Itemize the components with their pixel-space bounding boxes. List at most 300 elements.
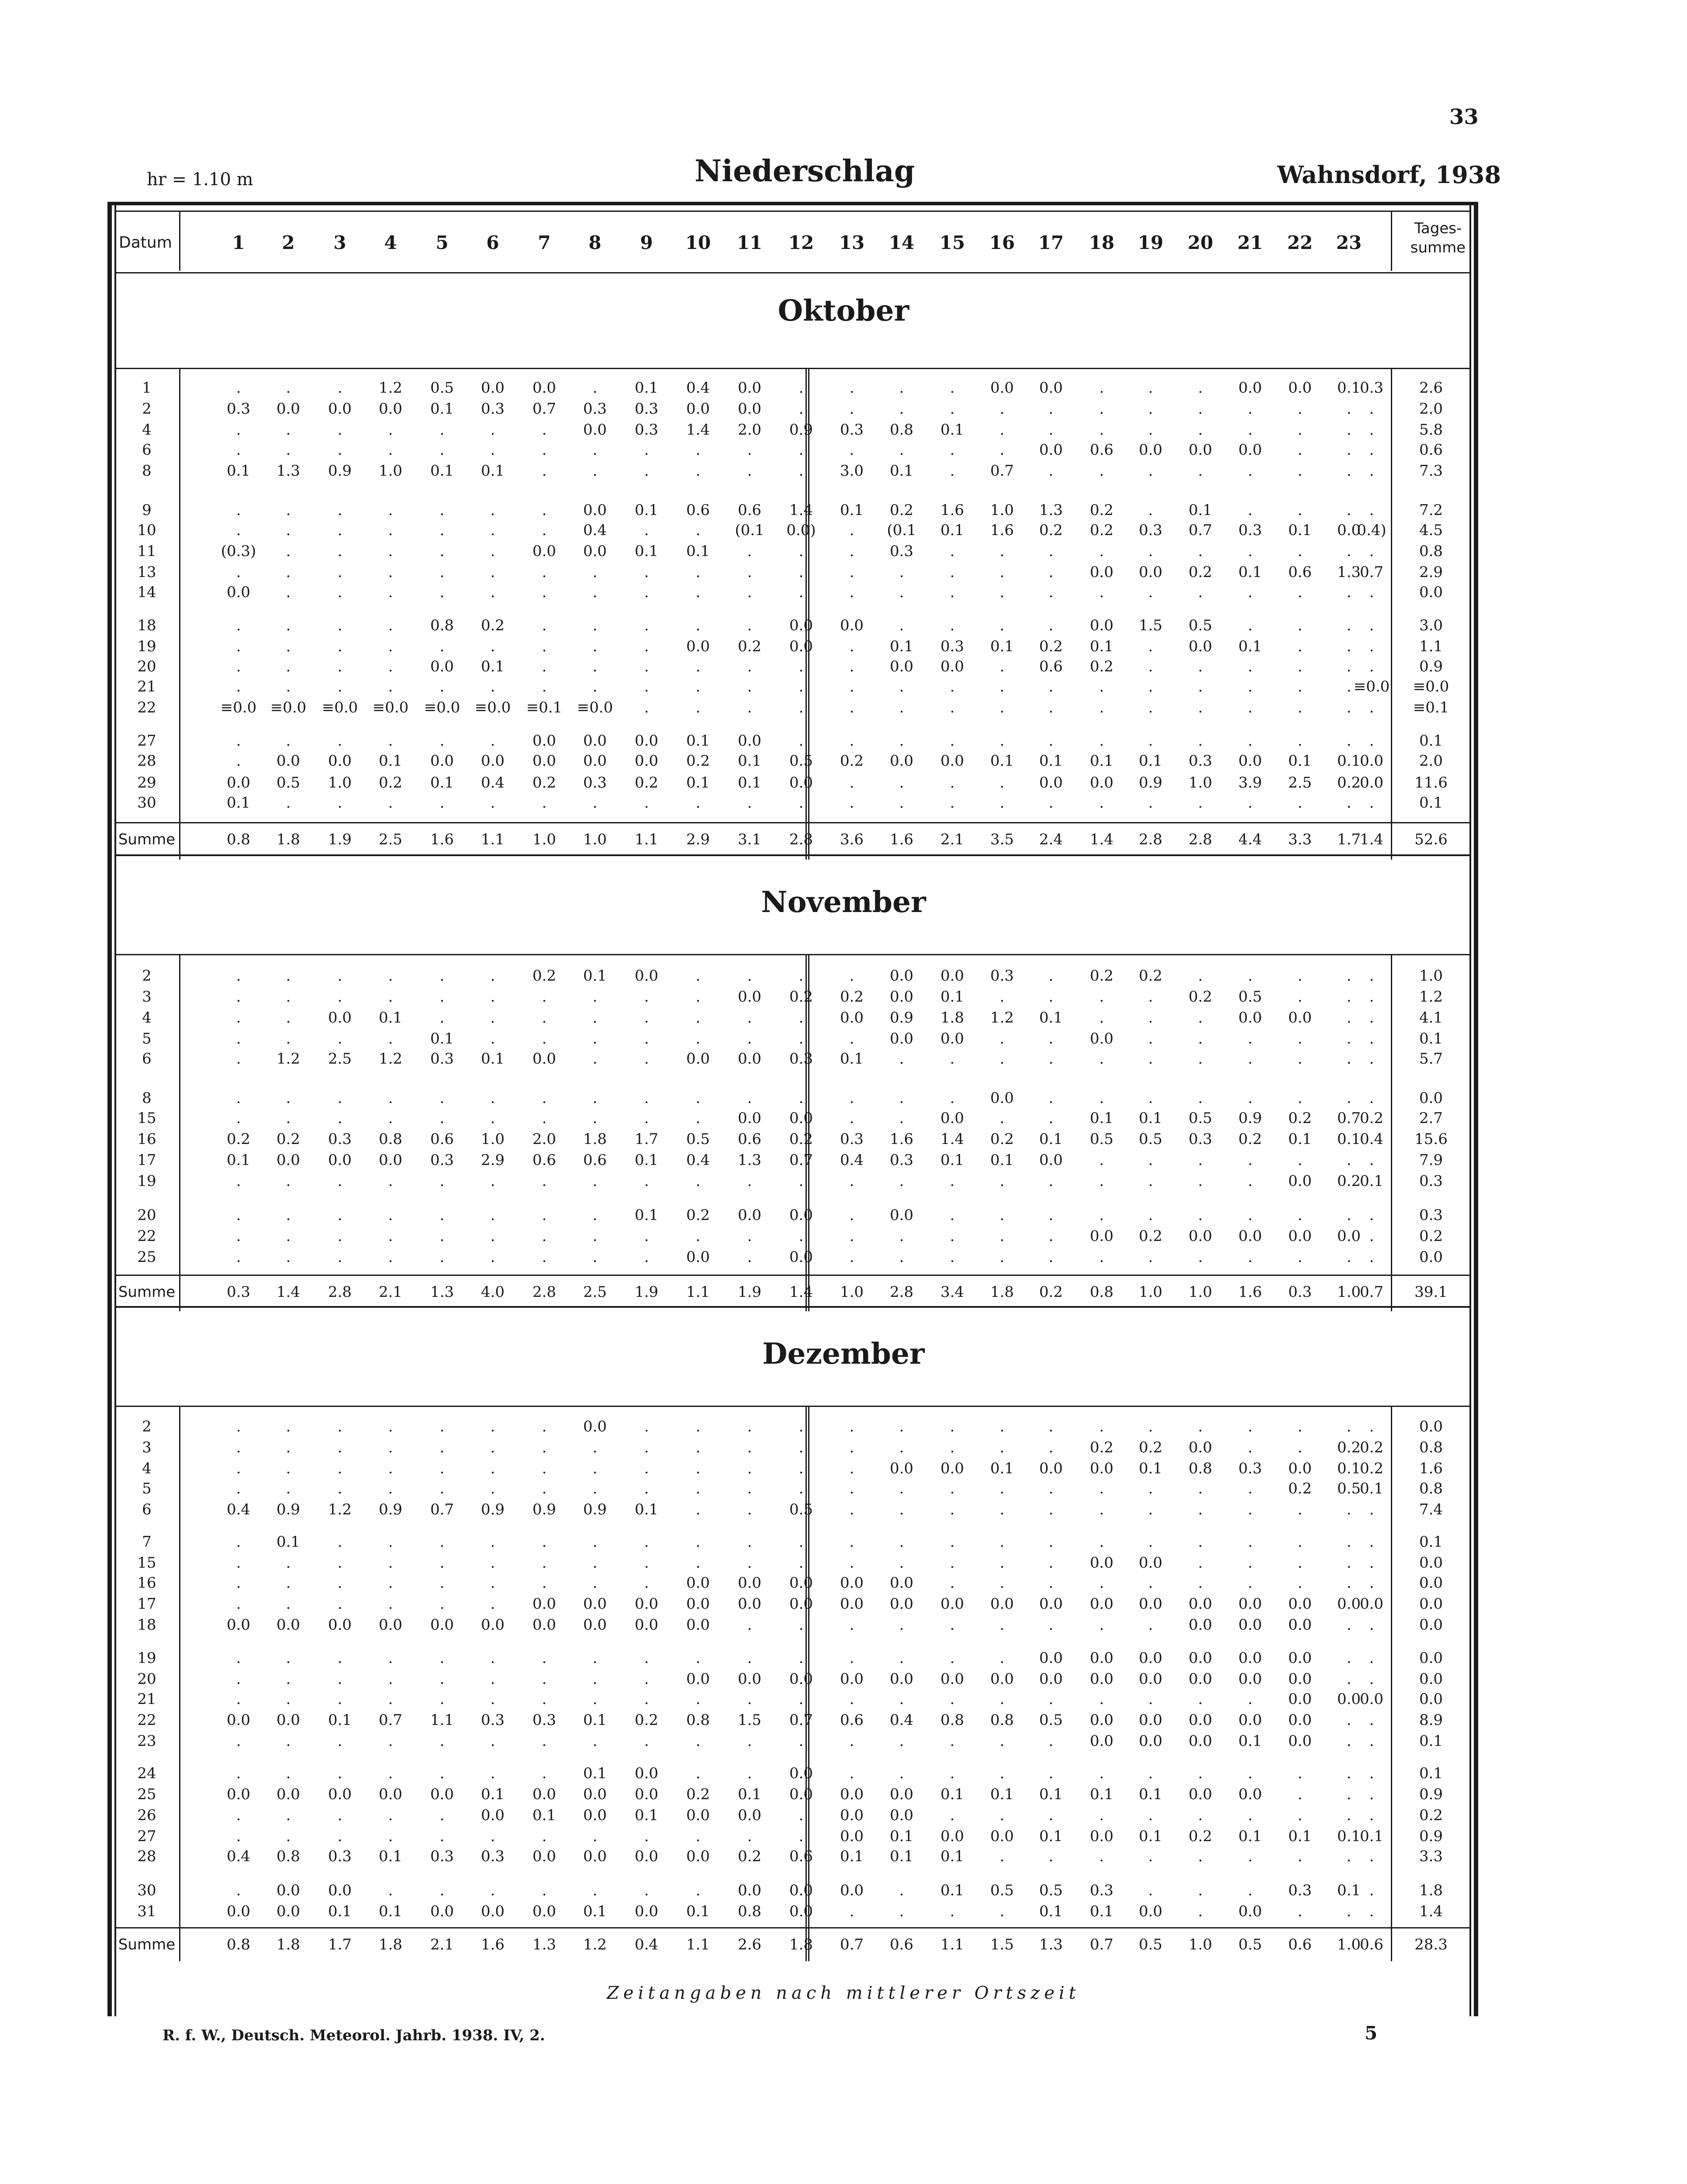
table-cell: . [337, 794, 342, 812]
table-cell: . [799, 1554, 804, 1572]
table-cell: . [1369, 1050, 1374, 1068]
table-cell: . [337, 543, 342, 560]
table-cell: . [1346, 400, 1352, 418]
table-cell: 0.0 [532, 732, 557, 750]
table-cell: 2.5 [328, 1050, 352, 1068]
table-cell: 0.2 [1238, 1130, 1262, 1148]
table-cell: . [644, 1460, 649, 1477]
table-cell: 1.0 [328, 774, 352, 791]
table-cell: 0.0 [840, 1882, 864, 1899]
header-hour: 22 [1287, 232, 1313, 253]
table-cell: 0.3 [1288, 1882, 1312, 1899]
table-cell: 0.3 [328, 1848, 352, 1865]
table-cell: . [1198, 543, 1203, 560]
table-cell: . [1148, 678, 1153, 695]
header-hour: 1 [232, 232, 245, 253]
table-row-day: 29 [137, 774, 156, 791]
table-cell: . [1248, 1690, 1253, 1708]
table-cell: . [1048, 1616, 1054, 1634]
table-cell: . [439, 1109, 445, 1127]
table-cell: 1.5 [1138, 617, 1163, 634]
table-cell: . [388, 522, 393, 539]
table-cell: . [236, 1089, 241, 1107]
table-cell: . [899, 1882, 904, 1899]
table-cell: 0.0 [737, 1050, 762, 1068]
table-cell: . [337, 1533, 342, 1551]
row-total: 0.8 [1419, 1439, 1443, 1456]
table-cell: 0.8 [940, 1711, 964, 1729]
table-cell: . [1048, 563, 1054, 581]
hour-sum: 0.6 [1359, 1936, 1384, 1953]
table-cell: 0.0 [1039, 774, 1063, 791]
table-cell: . [999, 1050, 1005, 1068]
table-cell: . [337, 638, 342, 655]
table-cell: . [439, 441, 445, 459]
table-cell: 0.3 [481, 400, 505, 418]
table-cell: . [644, 1533, 649, 1551]
header-hour: 7 [538, 232, 551, 253]
table-cell: . [644, 1649, 649, 1667]
table-cell: 0.3 [1238, 522, 1262, 539]
table-cell: . [337, 1649, 342, 1667]
table-cell: . [999, 699, 1005, 716]
table-cell: . [388, 1109, 393, 1127]
row-total: 1.8 [1419, 1882, 1443, 1899]
table-cell: . [644, 1109, 649, 1127]
table-cell: 0.0 [1359, 1690, 1384, 1708]
row-total: 5.7 [1419, 1050, 1443, 1068]
table-cell: . [1048, 699, 1054, 716]
table-cell: 0.7 [1337, 1109, 1361, 1127]
table-cell: . [695, 1009, 701, 1026]
table-cell: . [337, 379, 342, 397]
row-total: 0.0 [1419, 1554, 1443, 1572]
table-cell: 0.0 [430, 752, 454, 770]
table-cell: 0.0 [1288, 1690, 1312, 1708]
table-cell: . [747, 1248, 752, 1266]
table-cell: 1.6 [940, 501, 964, 519]
table-cell: . [542, 1690, 547, 1708]
instrument-height: hr = 1.10 m [147, 169, 253, 190]
table-cell: 0.0 [634, 1848, 659, 1865]
table-cell: . [337, 1460, 342, 1477]
table-row-day: 17 [137, 1151, 156, 1169]
table-cell: 0.0 [328, 1786, 352, 1803]
table-row-day: 7 [142, 1533, 152, 1551]
table-cell: 0.0 [226, 584, 251, 601]
table-cell: 1.3 [276, 462, 301, 480]
table-cell: . [490, 1009, 495, 1026]
table-cell: . [592, 678, 598, 695]
table-cell: 0.0) [786, 522, 816, 539]
table-cell: . [1248, 699, 1253, 716]
table-cell: . [1099, 1480, 1104, 1497]
table-cell: . [490, 1533, 495, 1551]
table-cell: 0.0 [583, 1595, 607, 1613]
table-cell: . [1346, 1807, 1352, 1824]
table-cell: . [950, 1574, 955, 1592]
table-cell: . [799, 563, 804, 581]
table-cell: . [1369, 1089, 1374, 1107]
table-cell: 0.0 [634, 1765, 659, 1782]
table-row-day: 6 [142, 441, 152, 459]
table-cell: . [388, 563, 393, 581]
table-cell: . [542, 1418, 547, 1435]
table-cell: . [1346, 1151, 1352, 1169]
row-rule [114, 822, 1471, 823]
table-cell: 0.0 [940, 1595, 964, 1613]
hour-sum: 2.8 [1188, 831, 1213, 848]
table-cell: 0.0 [481, 1807, 505, 1824]
table-cell: 1.2 [328, 1501, 352, 1518]
table-cell: . [1198, 699, 1203, 716]
header-summe-line2: summe [1410, 239, 1466, 256]
table-cell: . [286, 421, 291, 439]
table-cell: 0.1 [940, 1848, 964, 1865]
table-cell: . [286, 1109, 291, 1127]
table-cell: . [849, 1765, 854, 1782]
table-cell: . [542, 1533, 547, 1551]
row-total: 1.2 [1419, 988, 1443, 1006]
table-cell: . [439, 543, 445, 560]
table-cell: . [388, 1690, 393, 1708]
table-cell: 0.0 [1188, 1227, 1213, 1245]
table-cell: . [1148, 1009, 1153, 1026]
table-cell: . [799, 1732, 804, 1750]
table-cell: . [592, 1533, 598, 1551]
row-total: 0.2 [1419, 1227, 1443, 1245]
table-cell: . [337, 1030, 342, 1047]
table-cell: 0.0 [1188, 638, 1213, 655]
table-cell: . [695, 1649, 701, 1667]
table-cell: . [542, 1670, 547, 1688]
table-cell: . [1346, 1903, 1352, 1920]
table-cell: 0.0 [889, 1460, 914, 1477]
table-row-day: 16 [137, 1574, 156, 1592]
table-cell: 0.0 [1238, 1649, 1262, 1667]
table-cell: . [695, 1828, 701, 1845]
table-cell: . [236, 1172, 241, 1190]
table-cell: 0.1 [1089, 752, 1114, 770]
table-cell: 0.0 [686, 1574, 710, 1592]
table-cell: . [1346, 1009, 1352, 1026]
table-cell: . [950, 774, 955, 791]
table-cell: 0.0 [889, 1595, 914, 1613]
table-cell: . [236, 658, 241, 675]
table-cell: . [236, 1649, 241, 1667]
table-cell: . [1099, 543, 1104, 560]
table-cell: . [286, 617, 291, 634]
table-cell: 0.7 [789, 1151, 813, 1169]
table-cell: 0.7 [990, 462, 1014, 480]
table-cell: . [950, 441, 955, 459]
table-cell: 0.6 [789, 1848, 813, 1865]
table-cell: 0.0 [583, 1848, 607, 1865]
table-cell: 0.0 [328, 1009, 352, 1026]
table-cell: . [695, 988, 701, 1006]
row-rule [114, 1275, 1471, 1276]
table-cell: 0.4 [840, 1151, 864, 1169]
table-cell: . [1099, 1574, 1104, 1592]
table-cell: 1.3 [737, 1151, 762, 1169]
row-total: 0.0 [1419, 1574, 1443, 1592]
table-cell: . [1297, 967, 1303, 985]
table-cell: . [1248, 1206, 1253, 1224]
table-cell: . [849, 774, 854, 791]
table-cell: . [337, 678, 342, 695]
row-total: 0.3 [1419, 1172, 1443, 1190]
table-cell: . [1198, 1480, 1203, 1497]
table-cell: . [1148, 1030, 1153, 1047]
table-cell: . [490, 732, 495, 750]
table-cell: . [899, 1480, 904, 1497]
table-cell: . [236, 501, 241, 519]
table-cell: 0.8 [378, 1130, 403, 1148]
table-cell: . [1148, 1480, 1153, 1497]
table-cell: . [286, 1670, 291, 1688]
table-cell: 0.0 [1089, 563, 1114, 581]
table-row-day: 24 [137, 1765, 156, 1782]
table-row-day: 9 [142, 501, 152, 519]
table-cell: . [388, 543, 393, 560]
table-cell: 0.1 [1238, 1828, 1262, 1845]
table-cell: 1.2 [990, 1009, 1014, 1026]
table-cell: . [999, 1109, 1005, 1127]
table-cell: . [1148, 699, 1153, 716]
table-cell: . [1198, 1807, 1203, 1824]
table-cell: 0.4 [583, 522, 607, 539]
table-cell: . [799, 1616, 804, 1634]
table-cell: . [1369, 1533, 1374, 1551]
table-cell: 0.0 [940, 1460, 964, 1477]
table-cell: . [439, 794, 445, 812]
hour-sum: 1.6 [481, 1936, 505, 1953]
table-cell: . [1369, 1616, 1374, 1634]
table-cell: . [899, 794, 904, 812]
column-rule [1391, 211, 1392, 271]
table-cell: . [1048, 400, 1054, 418]
table-cell: . [439, 1533, 445, 1551]
table-cell: . [1297, 1439, 1303, 1456]
table-cell: 0.2 [1337, 1172, 1361, 1190]
table-cell: . [286, 1554, 291, 1572]
table-cell: . [388, 1227, 393, 1245]
table-cell: . [337, 1172, 342, 1190]
table-cell: 0.0 [583, 732, 607, 750]
hour-sum: 0.8 [226, 1936, 251, 1953]
table-cell: . [286, 543, 291, 560]
table-cell: 0.1 [481, 1786, 505, 1803]
table-cell: 2.5 [1288, 774, 1312, 791]
month-total: 39.1 [1414, 1283, 1448, 1301]
table-cell: 0.7 [430, 1501, 454, 1518]
table-row-day: 26 [137, 1807, 156, 1824]
table-cell: . [1198, 462, 1203, 480]
table-cell: . [950, 543, 955, 560]
table-cell: 0.2 [789, 988, 813, 1006]
table-cell: . [286, 1172, 291, 1190]
table-cell: . [999, 1649, 1005, 1667]
table-cell: . [899, 617, 904, 634]
table-cell: . [1346, 1670, 1352, 1688]
table-cell: 0.0 [1138, 1732, 1163, 1750]
table-cell: . [1148, 794, 1153, 812]
table-cell: 0.0 [990, 1828, 1014, 1845]
table-cell: 0.0 [840, 617, 864, 634]
table-cell: . [1346, 543, 1352, 560]
table-cell: . [439, 1765, 445, 1782]
table-cell: . [849, 543, 854, 560]
table-cell: . [799, 1009, 804, 1026]
header-hour: 10 [685, 232, 711, 253]
table-cell: . [747, 617, 752, 634]
table-cell: . [1048, 1807, 1054, 1824]
table-cell: 0.2 [634, 774, 659, 791]
table-cell: . [1248, 658, 1253, 675]
table-cell: . [1297, 421, 1303, 439]
table-cell: . [1148, 732, 1153, 750]
table-cell: 0.9 [378, 1501, 403, 1518]
table-cell: 0.2 [276, 1130, 301, 1148]
table-cell: . [849, 1616, 854, 1634]
table-cell: . [644, 1050, 649, 1068]
table-cell: 0.1 [1238, 638, 1262, 655]
table-cell: 0.0 [1337, 522, 1361, 539]
table-cell: . [592, 1227, 598, 1245]
table-cell: . [899, 1248, 904, 1266]
table-cell: 0.3 [634, 400, 659, 418]
header-hour: 12 [788, 232, 814, 253]
table-row-day: 27 [137, 1828, 156, 1845]
table-cell: 0.1 [1188, 501, 1213, 519]
table-cell: . [899, 441, 904, 459]
hour-sum: 1.3 [430, 1283, 454, 1301]
table-cell: 0.1 [940, 421, 964, 439]
row-total: 2.7 [1419, 1109, 1443, 1127]
table-cell: 0.0 [789, 1903, 813, 1920]
table-cell: 0.3 [1188, 1130, 1213, 1148]
table-cell: . [439, 1670, 445, 1688]
table-cell: . [286, 1030, 291, 1047]
header-hour: 4 [384, 232, 397, 253]
hour-sum: 1.9 [328, 831, 352, 848]
table-row-day: 28 [137, 1848, 156, 1865]
table-cell: . [849, 1732, 854, 1750]
table-cell: 0.2 [1089, 522, 1114, 539]
table-cell: . [1048, 1533, 1054, 1551]
table-cell: . [542, 638, 547, 655]
table-cell: 0.1 [1288, 1130, 1312, 1148]
row-total: 1.1 [1419, 638, 1443, 655]
table-cell: 0.2 [737, 638, 762, 655]
table-cell: 0.0 [789, 1670, 813, 1688]
table-cell: . [592, 379, 598, 397]
table-cell: 0.0 [1089, 1227, 1114, 1245]
table-cell: 0.0 [1188, 1670, 1213, 1688]
table-cell: . [1346, 1501, 1352, 1518]
table-cell: . [999, 1206, 1005, 1224]
table-cell: . [1369, 794, 1374, 812]
table-cell: . [849, 1903, 854, 1920]
table-cell: . [490, 1418, 495, 1435]
table-cell: . [236, 421, 241, 439]
table-row-day: 15 [137, 1554, 156, 1572]
table-cell: . [747, 563, 752, 581]
table-cell: 0.9 [889, 1009, 914, 1026]
table-cell: 0.3 [481, 1848, 505, 1865]
table-cell: . [644, 1418, 649, 1435]
table-cell: 0.9 [1138, 774, 1163, 791]
table-cell: . [849, 967, 854, 985]
table-cell: 0.5 [1188, 617, 1213, 634]
table-cell: . [899, 1903, 904, 1920]
hour-sum: 2.8 [1138, 831, 1163, 848]
table-cell: 0.5 [1089, 1130, 1114, 1148]
hour-sum: 2.8 [328, 1283, 352, 1301]
table-cell: . [286, 501, 291, 519]
table-cell: 0.7 [378, 1711, 403, 1729]
table-cell: . [849, 658, 854, 675]
table-cell: . [644, 1670, 649, 1688]
table-cell: . [1248, 1248, 1253, 1266]
table-cell: 0.5 [1039, 1711, 1063, 1729]
table-cell: . [1048, 732, 1054, 750]
table-cell: 0.1 [1039, 1903, 1063, 1920]
table-cell: . [1099, 1616, 1104, 1634]
table-cell: . [286, 638, 291, 655]
table-cell: . [849, 1206, 854, 1224]
row-total: 0.1 [1419, 732, 1443, 750]
table-cell: . [388, 1765, 393, 1782]
table-cell: 0.1 [1337, 1882, 1361, 1899]
table-cell: . [1248, 1151, 1253, 1169]
table-cell: . [999, 732, 1005, 750]
table-cell: 0.6 [840, 1711, 864, 1729]
table-cell: . [337, 1690, 342, 1708]
table-cell: 0.2 [1138, 1439, 1163, 1456]
table-cell: . [1297, 1533, 1303, 1551]
table-cell: 0.0 [1138, 1903, 1163, 1920]
table-cell: . [1198, 1882, 1203, 1899]
table-cell: . [1198, 794, 1203, 812]
table-cell: . [1198, 379, 1203, 397]
table-cell: . [695, 1109, 701, 1127]
table-cell: . [999, 1574, 1005, 1592]
hour-sum: 2.8 [532, 1283, 557, 1301]
table-cell: . [1198, 658, 1203, 675]
table-cell: 0.0 [686, 400, 710, 418]
table-cell: . [849, 379, 854, 397]
table-row-day: 31 [137, 1903, 156, 1920]
table-cell: . [490, 1227, 495, 1245]
table-cell: 0.9 [276, 1501, 301, 1518]
table-cell: . [747, 1439, 752, 1456]
table-cell: . [899, 699, 904, 716]
hour-sum: 3.6 [840, 831, 864, 848]
hour-sum: 1.1 [686, 1283, 710, 1301]
table-cell: . [1369, 699, 1374, 716]
table-cell: . [1148, 1172, 1153, 1190]
table-cell: . [799, 699, 804, 716]
table-cell: . [1369, 967, 1374, 985]
table-cell: . [490, 1109, 495, 1127]
table-cell: 0.0 [378, 1616, 403, 1634]
table-cell: . [439, 967, 445, 985]
table-cell: . [899, 563, 904, 581]
hour-sum: 2.8 [789, 831, 813, 848]
table-cell: 0.2 [1288, 1109, 1312, 1127]
table-cell: . [1148, 1248, 1153, 1266]
